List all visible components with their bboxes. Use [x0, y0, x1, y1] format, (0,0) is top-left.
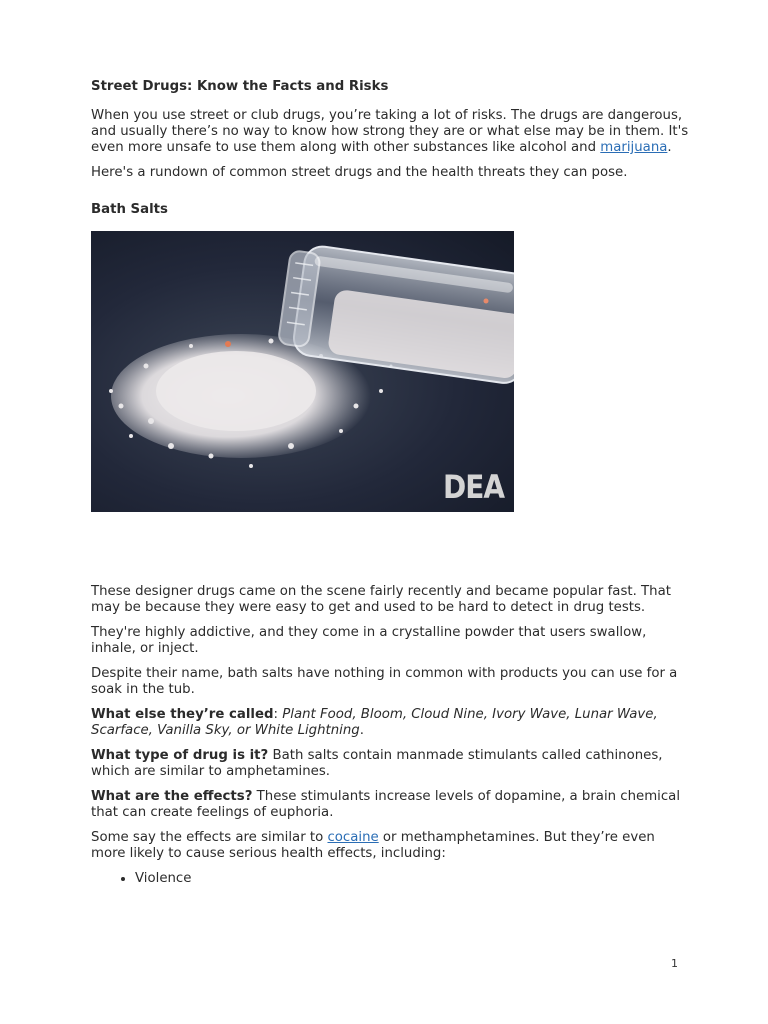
bath-salts-paragraph-1: These designer drugs came on the scene fairly recently and became popular fast. That may be because they were easy to get and used to be hard to detect in drug tests.	[91, 584, 671, 615]
bath-salts-paragraph-2: They're highly addictive, and they come in a crystalline powder that users swallow, inhale, or inject.	[91, 625, 647, 656]
drug-type-text: Bath salts contain manmade stimulants called cathinones, which are similar to amphetamines.	[91, 748, 663, 779]
similar-effects-paragraph	[91, 830, 691, 862]
dea-watermark: DEA	[442, 468, 504, 506]
bath-salts-photo	[91, 231, 514, 512]
intro-paragraph-2: Here's a rundown of common street drugs and the health threats they can pose.	[91, 165, 628, 180]
intro-text: When you use street or club drugs, you’re taking a lot of risks. The drugs are dangerous, and usually there’s no way to know how strong they are or what else may be in them. It's even more unsafe to use them along with other substances like alcohol and	[91, 108, 689, 155]
section-heading-bath-salts: Bath Salts	[91, 202, 168, 217]
marijuana-link[interactable]: marijuana	[600, 140, 668, 155]
similar-text: Some say the effects are similar to	[91, 830, 328, 845]
cocaine-link[interactable]: cocaine	[327, 830, 379, 845]
other-names-end: .	[359, 723, 364, 738]
effects-text: These stimulants increase levels of dopamine, a brain chemical that can create feelings of euphoria.	[91, 789, 681, 820]
page-title: Street Drugs: Know the Facts and Risks	[91, 79, 389, 94]
document-page	[91, 78, 691, 891]
list-item: • Violence	[135, 871, 691, 887]
salt-pile-core-shape	[156, 351, 316, 431]
drug-type-paragraph	[91, 748, 691, 780]
other-names-sep: :	[273, 707, 283, 722]
page-number: 1	[671, 957, 678, 970]
bath-salts-paragraph-3: Despite their name, bath salts have nothing in common with products you can use for a soak in the tub.	[91, 666, 678, 697]
effects-paragraph	[91, 789, 691, 821]
health-effects-list	[91, 871, 691, 887]
pink-crystal	[225, 341, 231, 347]
similar-text-end: or methamphetamines. But they’re even more likely to cause serious health effects, including:	[91, 830, 655, 861]
pink-crystal-jar	[484, 299, 489, 304]
intro-paragraph-1	[91, 108, 691, 156]
other-names-label: What else they’re called	[91, 707, 274, 722]
other-names-paragraph	[91, 707, 691, 739]
intro-text-end: .	[667, 140, 672, 155]
drug-type-label: What type of drug is it?	[91, 748, 269, 763]
other-names-list: Plant Food, Bloom, Cloud Nine, Ivory Wave, Lunar Wave, Scarface, Vanilla Sky, or White Lightning	[91, 707, 658, 738]
effects-label: What are the effects?	[91, 789, 253, 804]
